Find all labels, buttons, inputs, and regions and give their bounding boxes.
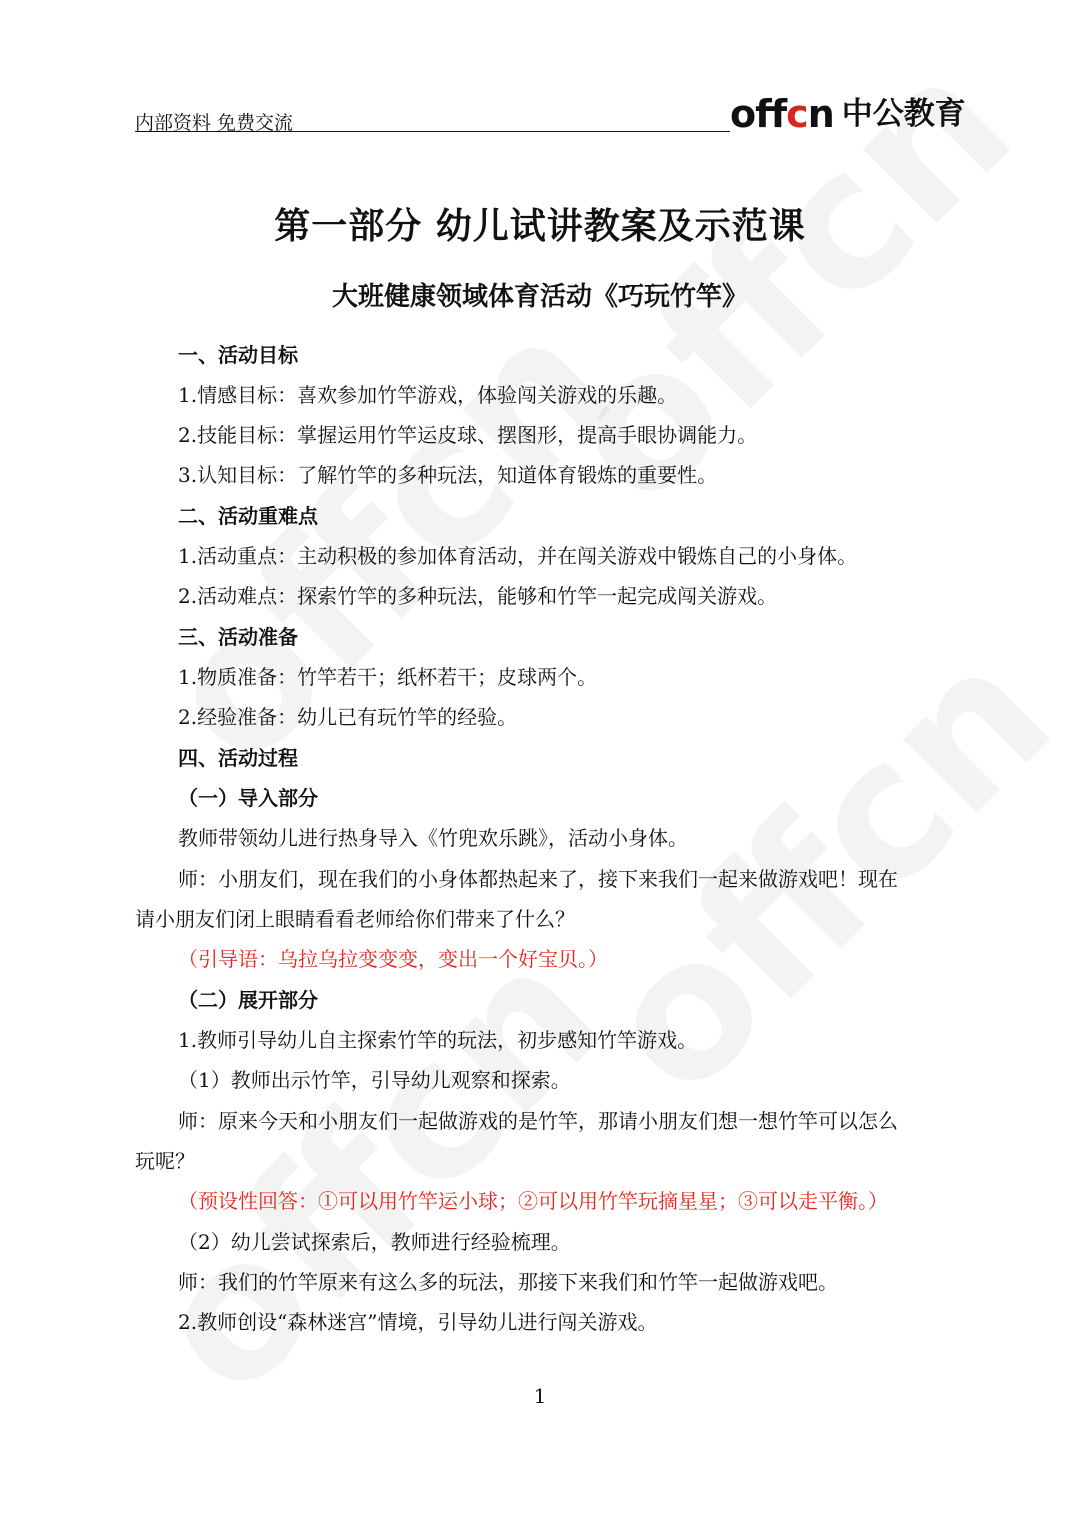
body-line: （1）教师出示竹竿，引导幼儿观察和探索。 [178,1068,571,1092]
body-line: 2.技能目标：掌握运用竹竿运皮球、摆图形，提高手眼协调能力。 [178,423,758,447]
body-line: 3.认知目标：了解竹竿的多种玩法，知道体育锻炼的重要性。 [178,463,718,487]
body-line: 2.活动难点：探索竹竿的多种玩法，能够和竹竿一起完成闯关游戏。 [178,584,778,608]
header-label: 内部资料 免费交流 [135,112,294,134]
body-line: 师：小朋友们，现在我们的小身体都热起来了，接下来我们一起来做游戏吧！现在 [178,867,898,891]
body-line: 师：原来今天和小朋友们一起做游戏的是竹竿，那请小朋友们想一想竹竿可以怎么 [178,1109,898,1133]
section-heading: 三、活动准备 [178,625,298,649]
logo-chinese: 中公教育 [841,96,966,132]
section-heading: 四、活动过程 [178,746,298,770]
body-line: 教师带领幼儿进行热身导入《竹兜欢乐跳》，活动小身体。 [178,826,688,850]
subsection-heading: （一）导入部分 [178,786,318,810]
page-number: 1 [533,1384,547,1408]
body-line: 1.教师引导幼儿自主探索竹竿的玩法，初步感知竹竿游戏。 [178,1028,698,1052]
brand-logo [730,90,966,136]
guide-note: （引导语：乌拉乌拉变变变，变出一个好宝贝。） [178,947,608,971]
body-line: 2.教师创设“森林迷宫”情境，引导幼儿进行闯关游戏。 [178,1310,658,1334]
body-line: （2）幼儿尝试探索后，教师进行经验梳理。 [178,1230,571,1254]
header-rule [135,131,730,132]
preset-answer-note: （预设性回答：①可以用竹竿运小球；②可以用竹竿玩摘星星；③可以走平衡。） [178,1189,888,1213]
body-line: 1.物质准备：竹竿若干；纸杯若干；皮球两个。 [178,665,598,689]
body-line: 1.活动重点：主动积极的参加体育活动，并在闯关游戏中锻炼自己的小身体。 [178,544,858,568]
subsection-heading: （二）展开部分 [178,988,318,1012]
body-line: 师：我们的竹竿原来有这么多的玩法，那接下来我们和竹竿一起做游戏吧。 [178,1270,838,1294]
page-title: 第一部分 幼儿试讲教案及示范课 [274,206,806,247]
section-heading: 一、活动目标 [178,343,298,367]
logo-latin: offcn [730,92,834,136]
body-line: 玩呢？ [135,1149,195,1173]
body-line: 1.情感目标：喜欢参加竹竿游戏，体验闯关游戏的乐趣。 [178,383,678,407]
page-subtitle: 大班健康领域体育活动《巧玩竹竿》 [331,282,748,312]
body-line: 2.经验准备：幼儿已有玩竹竿的经验。 [178,705,518,729]
section-heading: 二、活动重难点 [178,504,318,528]
body-line: 请小朋友们闭上眼睛看看老师给你们带来了什么？ [135,907,575,931]
